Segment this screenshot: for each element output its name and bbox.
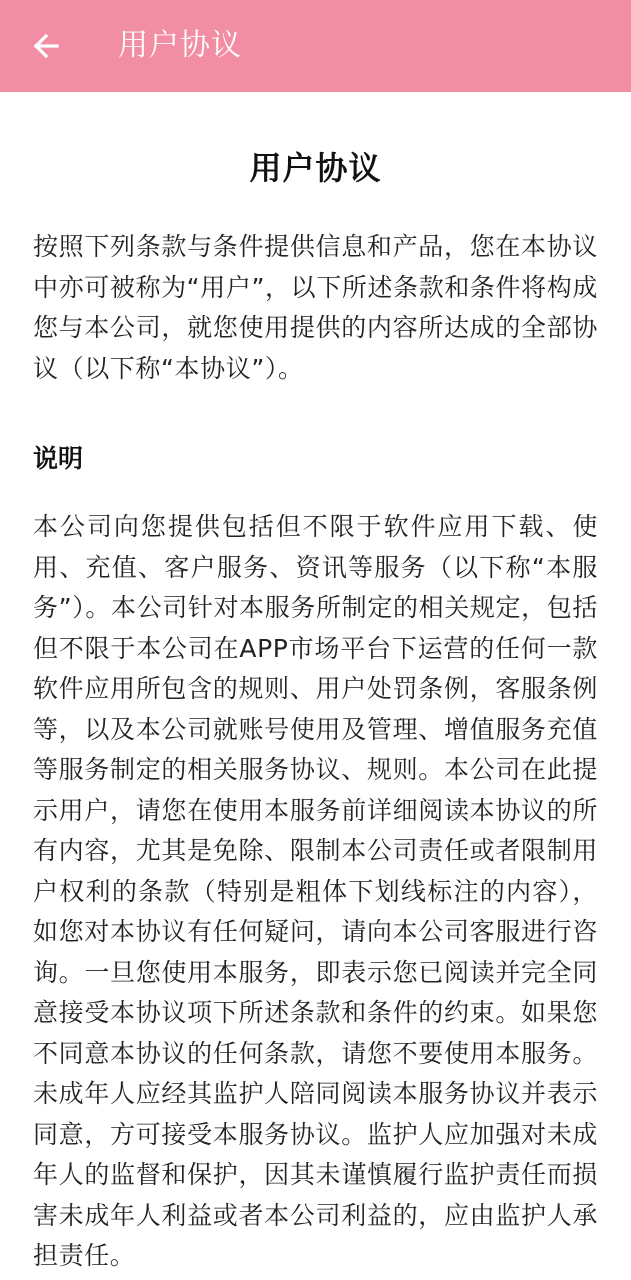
page-title: 用户协议	[118, 28, 242, 63]
document-title: 用户协议	[249, 149, 382, 187]
intro-paragraph: 按照下列条款与条件提供信息和产品，您在本协议中亦可被称为“用户”，以下所述条款和条件将构成您与本公司，就您使用提供的内容所达成的全部协议（以下称“本协议”）。	[33, 232, 598, 383]
top-app-bar	[0, 0, 631, 92]
section-heading: 说明	[33, 444, 84, 473]
section-body: 本公司向您提供包括但不限于软件应用下载、使用、充值、客户服务、资讯等服务（以下称“本服务”）。本公司针对本服务所制定的相关规定，包括但不限于本公司在APP市场平台下运营的任何一款软件应用所包含的规则、用户处罚条例，客服条例等，以及本公司就账号使用及管理、增值服务充值等服务制定的相关服务协议、规则。本公司在此提示用户，请您在使用本服务前详细阅读本协议的所有内容，尤其是免除、限制本公司责任或者限制用户权利的条款（特别是粗体下划线标注的内容），如您对本协议有任何疑问，请向本公司客服进行咨询。一旦您使用本服务，即表示您已阅读并完全同意接受本协议项下所述条款和条件的约束。如果您不同意本协议的任何条款，请您不要使用本服务。未成年人应经其监护人陪同阅读本服务协议并表示同意，方可接受本服务协议。监护人应加强对未成年人的监督和保护，因其未谨慎履行监护责任而损害未成年人利益或者本公司利益的，应由监护人承担责任。	[33, 512, 598, 1270]
arrow-left-icon	[31, 31, 61, 61]
section-explanation	[33, 439, 598, 1277]
back-button[interactable]	[20, 20, 72, 72]
agreement-content[interactable]	[0, 92, 631, 1280]
